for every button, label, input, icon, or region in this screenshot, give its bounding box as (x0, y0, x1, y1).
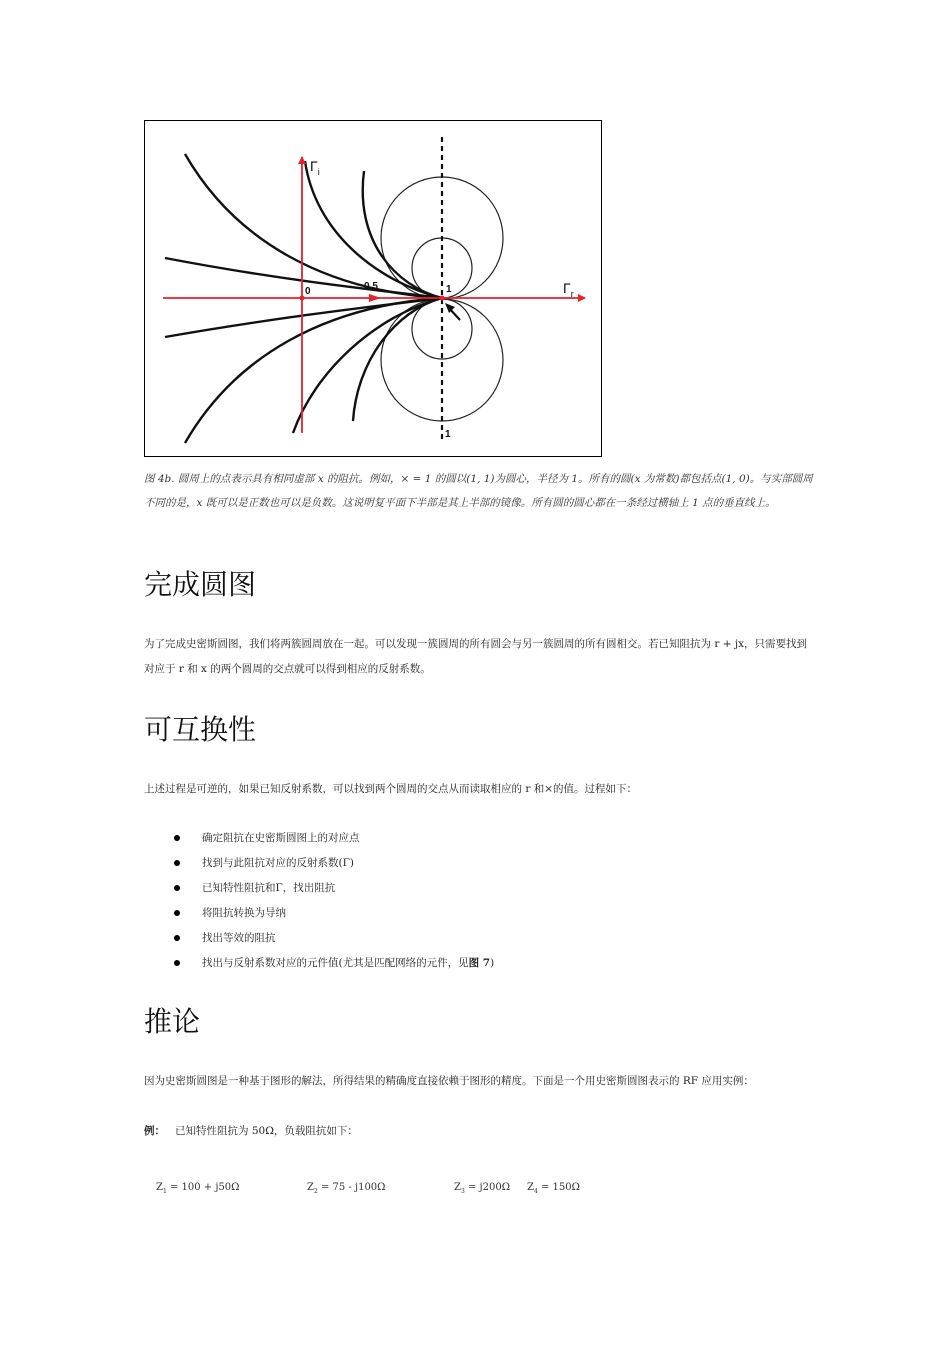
list-item-text: 确定阻抗在史密斯圆图上的对应点 (202, 832, 360, 844)
origin-dot (300, 296, 305, 301)
section-body-reversible: 上述过程是可逆的，如果已知反射系数，可以找到两个圆周的交点从而读取相应的 r 和×的值。过程如下： (144, 783, 637, 795)
gamma-i-subscript: i (317, 167, 320, 177)
label-one-bottom: 1 (445, 429, 451, 440)
arc-x-plus-large (363, 171, 442, 298)
gamma-r-subscript: r (570, 289, 574, 299)
svg-text:Γr (563, 280, 574, 299)
impedance-z4: $Z_4 = 150\Omega$ (527, 1182, 580, 1195)
list-item-text: 找出与反射系数对应的元件值(尤其是匹配网络的元件，见 (202, 957, 469, 969)
bullet-icon (174, 935, 180, 941)
impedance-z1: $Z_1 = 100 + j50\Omega$ (156, 1182, 240, 1195)
gamma-i-label: Γ (310, 158, 318, 174)
bullet-icon (174, 960, 180, 966)
list-item-text: 将阻抗转换为导纳 (202, 907, 286, 919)
section-title-complete: 完成圆图 (144, 568, 257, 601)
list-item (144, 851, 744, 876)
example-line (144, 1119, 816, 1144)
pointer-arrow (445, 303, 460, 320)
bullet-icon (174, 910, 180, 916)
gamma-r-label: Γ (563, 280, 571, 296)
list-item-text: 已知特性阻抗和Γ，找出阻抗 (202, 882, 336, 894)
list-item-text-end: ) (490, 957, 495, 969)
label-half: 0.5 (364, 281, 378, 292)
list-item (144, 901, 744, 926)
list-item (144, 826, 744, 851)
half-marker (369, 294, 381, 302)
bullet-icon (174, 860, 180, 866)
impedance-z2: $Z_2 = 75 - j100\Omega$ (307, 1182, 386, 1195)
section-title-reversible: 可互换性 (144, 713, 257, 746)
reactance-circles-diagram (145, 121, 603, 458)
smith-chart-figure (144, 120, 602, 457)
list-item-text: 找出等效的阻抗 (202, 932, 276, 944)
figure-reference: 图 7 (468, 957, 491, 969)
section-body-complete: 为了完成史密斯圆图，我们将两簇圆周放在一起。可以发现一簇圆周的所有圆会与另一簇圆周的所有圆相交。若已知阻抗为 r + jx，只需要找到对应于 r 和 x 的两个圆周的交点就可以得到相应的反射系数。 (144, 638, 808, 675)
list-item-text: 找到与此阻抗对应的反射系数(Γ) (202, 857, 354, 869)
list-item (144, 926, 744, 951)
list-item (144, 876, 744, 901)
section-body-inference: 因为史密斯圆图是一种基于图形的解法，所得结果的精确度直接依赖于图形的精度。下面是一个用史密斯圆图表示的 RF 应用实例： (144, 1075, 754, 1087)
label-one-axis: 1 (446, 284, 452, 295)
section-title-inference: 推论 (144, 1005, 201, 1038)
svg-text:Γi (310, 158, 320, 177)
arc-x-minus-tiny (165, 298, 442, 337)
point-one-dot (440, 296, 445, 301)
bullet-icon (174, 885, 180, 891)
impedance-z3: $Z_3 = j200\Omega$ (454, 1182, 510, 1195)
label-zero: 0 (305, 286, 311, 297)
example-text: 已知特性阻抗为 50Ω，负载阻抗如下： (175, 1125, 358, 1137)
bullet-icon (174, 835, 180, 841)
list-item (144, 951, 744, 976)
procedure-list (144, 826, 744, 976)
example-label: 例： (144, 1125, 165, 1137)
figure-caption: 图 4b. 圆周上的点表示具有相同虚部 x 的阻抗。例如，× = 1 的圆以(1, 1)为圆心，半径为 1。所有的圆(x 为常数)都包括点(1, 0)。与实部圆周不同的是，x 既可以是正数也可以是负数。这说明复平面下半部是其上半部的镜像。所有圆的圆心都在一条经过横轴上 1 点的垂直线上。 (144, 473, 813, 509)
arc-x-plus-small (185, 154, 442, 298)
arc-x-plus-mid (305, 161, 442, 298)
